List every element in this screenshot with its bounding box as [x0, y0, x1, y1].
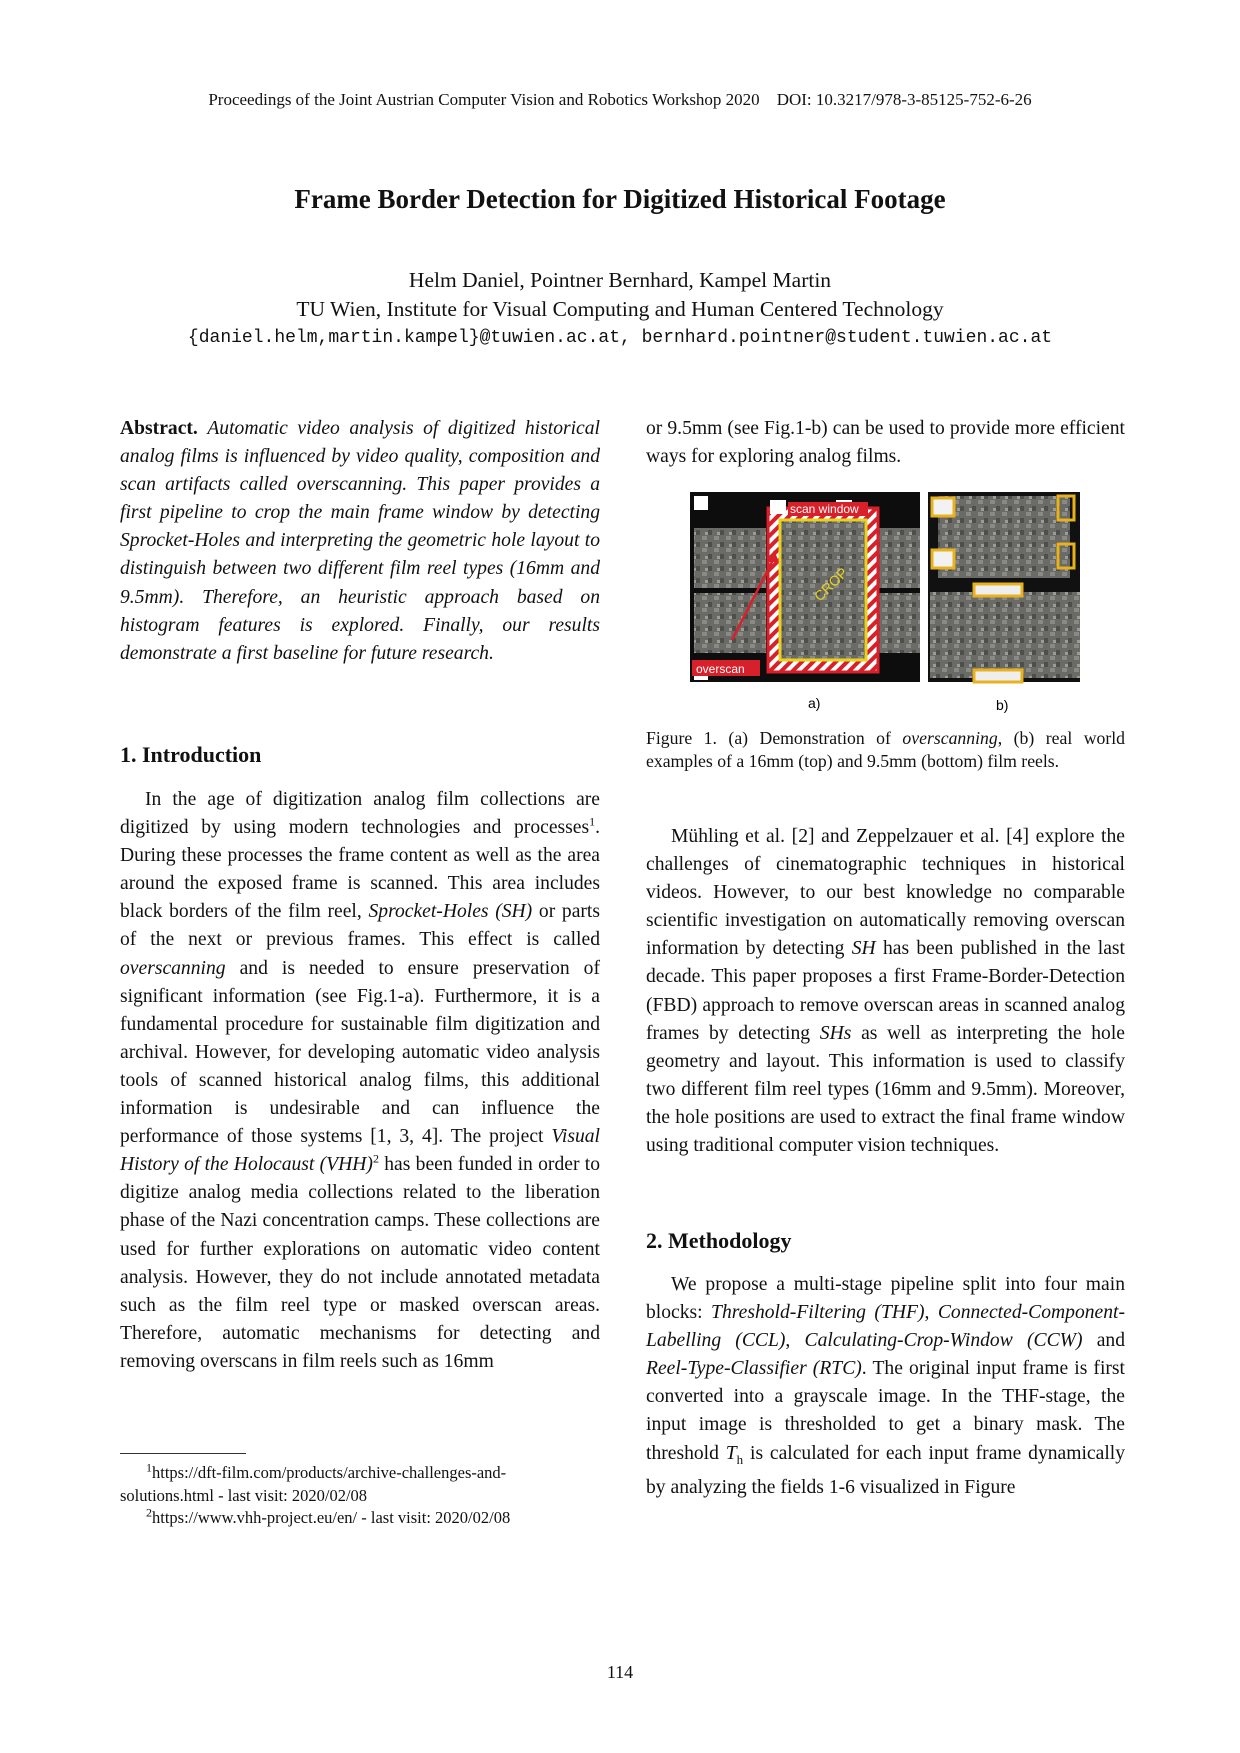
- abstract-text: Automatic video analysis of digitized historical analog films is influenced by video quality, composition and scan artifacts called overscanning. This paper provides a first pipeline to crop the main frame window by detecting Sprocket-Holes and interpreting the geometric hole layout to distinguish between two different film reel types (16mm and 9.5mm). Therefore, an heuristic approach based on histogram features is explored. Finally, our results demonstrate a first baseline for future research.: [120, 418, 600, 664]
- subfigure-label-b: b): [996, 697, 1009, 713]
- author-block: [0, 266, 1240, 353]
- footnote-1-text: https://dft-film.com/products/archive-challenges-and-solutions.html - last visit: 2020/02/08: [120, 1463, 507, 1505]
- separator: ,: [785, 1330, 805, 1352]
- abstract-label: Abstract.: [120, 418, 198, 439]
- footnote-1: [120, 1462, 590, 1507]
- conjunction: and: [1082, 1330, 1126, 1352]
- term-sh-1: SH: [851, 938, 876, 960]
- running-header: [0, 90, 1240, 110]
- separator: ,: [924, 1302, 938, 1324]
- crop-label: CROP: [810, 564, 851, 605]
- footnote-1-mark: 1: [146, 1460, 152, 1475]
- caption-text-b: , (b) real world examples of a 16mm (top) and 9.5mm (bottom) film reels.: [646, 728, 1125, 772]
- running-head: Proceedings of the Joint Austrian Computer Vision and Robotics Workshop 2020: [208, 90, 760, 109]
- related-text-b: has been published in the last decade. This paper proposes a first Frame-Border-Detection (FBD) approach to remove overscan areas in scanned analog frames by detecting: [646, 938, 1126, 1044]
- author-names: Helm Daniel, Pointner Bernhard, Kampel Martin: [408, 268, 832, 292]
- overscan-label: overscan: [696, 662, 745, 676]
- figure-panel-a: [690, 492, 920, 682]
- footnote-mark-2: 2: [372, 1151, 379, 1166]
- caption-text-a: Figure 1. (a) Demonstration of: [646, 728, 903, 748]
- intro-text-b: . During these processes the frame content as well as the area around the exposed frame is scanned. This area includes black borders of the film reel,: [120, 817, 600, 923]
- term-rtc: Reel-Type-Classifier (RTC): [646, 1358, 862, 1380]
- figure-panel-b: [928, 492, 1080, 682]
- abstract: [120, 415, 600, 668]
- method-text-a: We propose a multi-stage pipeline split into four main blocks:: [646, 1274, 1125, 1324]
- intro-text-e: has been funded in order to digitize analog media collections related to the liberation phase of the Nazi concentration camps. These collections are used for further explorations on automatic video content analysis. However, they do not include annotated metadata such as the film reel type or masked overscan areas. Therefore, automatic mechanisms for detecting and removing overscans in film reels such as 16mm: [120, 1154, 601, 1372]
- methodology-heading: 2. Methodology: [646, 1228, 792, 1253]
- method-text-b: . The original input frame is first converted into a grayscale image. In the THF-stage, the input image is thresholded to get a binary mask. The threshold: [646, 1358, 1125, 1464]
- introduction-heading: 1. Introduction: [120, 742, 262, 767]
- term-overscanning: overscanning: [120, 957, 226, 979]
- footnote-2-mark: 2: [146, 1505, 152, 1520]
- section-heading-methodology: [646, 1227, 1125, 1255]
- related-work-paragraph: [646, 823, 1125, 1160]
- related-text-c: as well as interpreting the hole geometry and layout. This information is used to classify two different film reel types (16mm and 9.5mm). Moreover, the hole positions are used to extract the final frame window using traditional computer vision techniques.: [646, 1022, 1125, 1157]
- continuation-text: or 9.5mm (see Fig.1-b) can be used to provide more efficient ways for exploring analog films.: [646, 418, 1125, 468]
- author-emails: {daniel.helm,martin.kampel}@tuwien.ac.at, bernhard.pointner@student.tuwien.ac.at: [187, 328, 1053, 348]
- methodology-paragraph: [646, 1271, 1125, 1502]
- subfigure-label-a: a): [808, 695, 821, 711]
- method-text-c: is calculated for each input frame dynamically by analyzing the fields 1-6 visualized in Figure: [646, 1442, 1126, 1498]
- term-sh-2: SHs: [819, 1022, 852, 1044]
- paper-title: Frame Border Detection for Digitized Historical Footage: [294, 184, 946, 214]
- intro-text-c: or parts of the next or previous frames. This effect is called: [120, 901, 600, 951]
- intro-text-a: In the age of digitization analog film collections are digitized by using modern technologies and processes: [120, 789, 600, 839]
- term-ccl: Connected-Component-Labelling (CCL): [646, 1302, 1126, 1352]
- threshold-symbol: T: [725, 1442, 737, 1464]
- term-thf: Threshold-Filtering (THF): [711, 1302, 925, 1324]
- scan-window-label: scan window: [790, 502, 859, 516]
- intro-text-d: and is needed to ensure preservation of significant information (see Fig.1-a). Furthermore, it is a fundamental procedure for sustainable film digitization and archival. However, for developing automatic video analysis tools of scanned historical analog films, this additional information is undesirable and can influence the performance of those systems [1, 3, 4]. The project: [120, 957, 600, 1148]
- footnote-2: [120, 1507, 590, 1530]
- footnote-2-text: https://www.vhh-project.eu/en/ - last visit: 2020/02/08: [152, 1508, 511, 1527]
- term-vhh: Visual History of the Holocaust (VHH): [120, 1126, 600, 1176]
- right-column-continuation: [646, 415, 1125, 471]
- figure-caption: [646, 727, 1125, 773]
- footnotes: [120, 1462, 590, 1530]
- introduction-paragraph: [120, 786, 600, 1376]
- term-ccw: Calculating-Crop-Window (CCW): [804, 1330, 1083, 1352]
- footnote-mark-1: 1: [589, 814, 596, 829]
- footnote-rule: [120, 1453, 246, 1454]
- caption-term: overscanning: [902, 728, 998, 748]
- term-sprocket-holes: Sprocket-Holes (SH): [368, 901, 533, 923]
- related-text-a: Mühling et al. [2] and Zeppelzauer et al. [4] explore the challenges of cinematographic techniques in historical videos. However, to our best knowledge no comparable scientific investigation on automatically removing overscan information by detecting: [646, 826, 1125, 960]
- author-affiliation: TU Wien, Institute for Visual Computing and Human Centered Technology: [296, 297, 944, 321]
- doi: DOI: 10.3217/978-3-85125-752-6-26: [776, 90, 1032, 109]
- section-heading-introduction: [120, 741, 600, 769]
- threshold-subscript: h: [736, 1451, 744, 1467]
- page-number: 114: [606, 1662, 634, 1682]
- figure-1: [690, 488, 1080, 718]
